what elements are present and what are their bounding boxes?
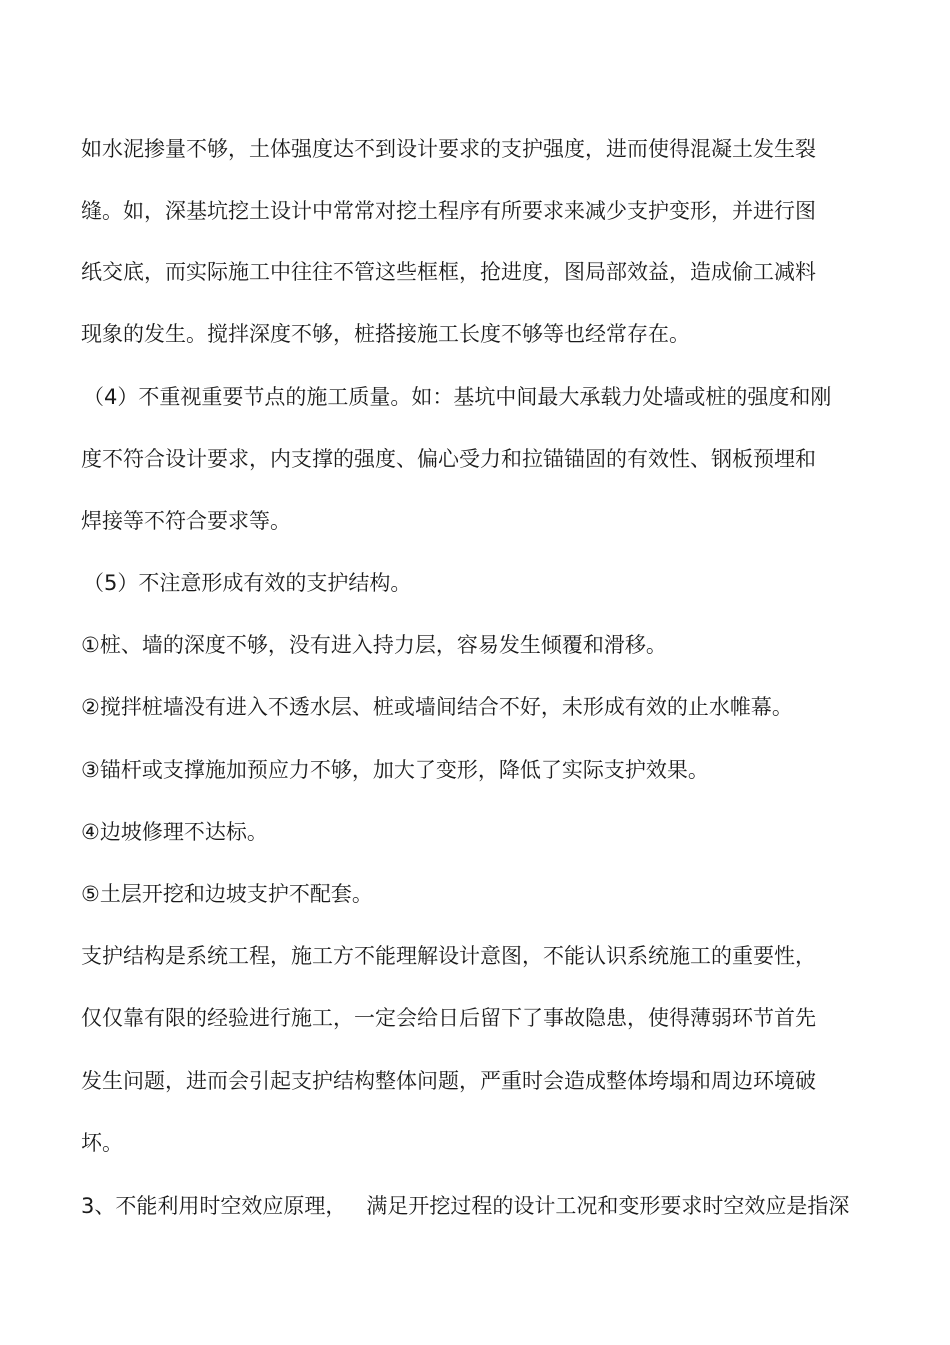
list-item: ④边坡修理不达标。 (81, 820, 268, 844)
text-line: 现象的发生。搅拌深度不够，桩搭接施工长度不够等也经常存在。 (81, 322, 690, 346)
text-line: 坏。 (81, 1131, 123, 1155)
text-line: 焊接等不符合要求等。 (81, 509, 291, 533)
list-item: ①桩、墙的深度不够，没有进入持力层，容易发生倾覆和滑移。 (81, 633, 667, 657)
text-line: （5）不注意形成有效的支护结构。 (83, 571, 412, 595)
text-line: 发生问题，进而会引起支护结构整体问题，严重时会造成整体垮塌和周边环境破 (81, 1069, 816, 1093)
text-line: 如水泥掺量不够，土体强度达不到设计要求的支护强度，进而使得混凝土发生裂 (81, 137, 816, 161)
section-heading-line: 3、不能利用时空效应原理， 满足开挖过程的设计工况和变形要求时空效应是指深 (81, 1194, 850, 1218)
list-item: ③锚杆或支撑施加预应力不够，加大了变形，降低了实际支护效果。 (81, 758, 709, 782)
text-line: 仅仅靠有限的经验进行施工，一定会给日后留下了事故隐患，使得薄弱环节首先 (81, 1006, 816, 1030)
text-line: 支护结构是系统工程，施工方不能理解设计意图，不能认识系统施工的重要性， (81, 944, 816, 968)
text-line: （4）不重视重要节点的施工质量。如：基坑中间最大承载力处墙或桩的强度和刚 (83, 385, 832, 409)
text-line: 缝。如，深基坑挖土设计中常常对挖土程序有所要求来减少支护变形，并进行图 (81, 199, 816, 223)
list-item: ②搅拌桩墙没有进入不透水层、桩或墙间结合不好，未形成有效的止水帷幕。 (81, 695, 793, 719)
text-line: 度不符合设计要求，内支撑的强度、偏心受力和拉锚锚固的有效性、钢板预埋和 (81, 447, 816, 471)
list-item: ⑤土层开挖和边坡支护不配套。 (81, 882, 373, 906)
text-line: 纸交底，而实际施工中往往不管这些框框，抢进度，图局部效益，造成偷工减料 (81, 260, 816, 284)
